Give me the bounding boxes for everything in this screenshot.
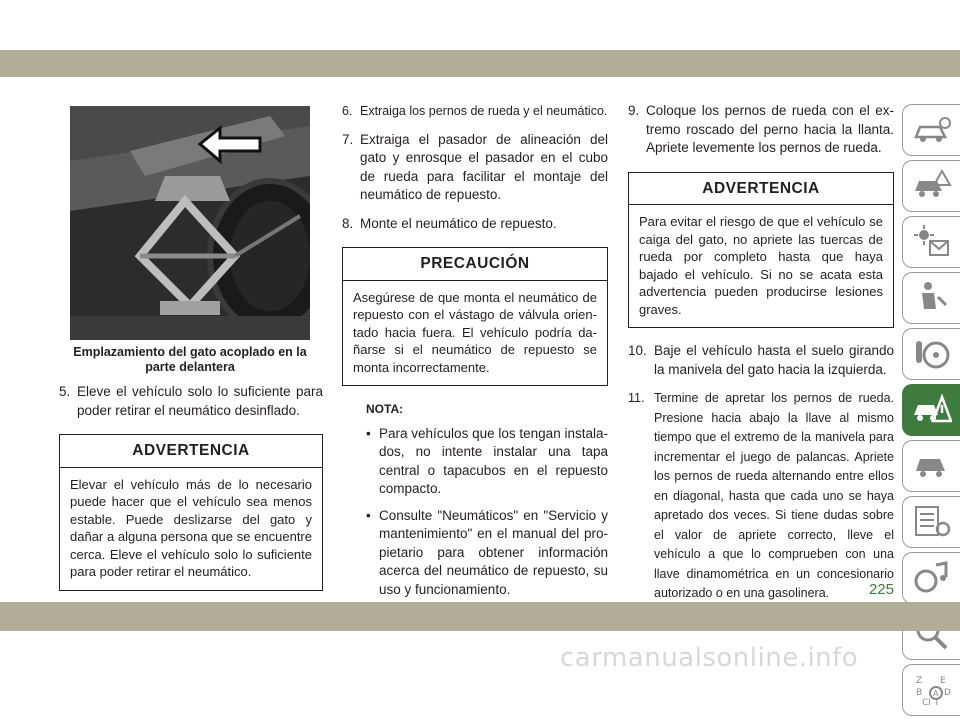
svg-text:A: A [932, 689, 938, 698]
tab-starting-operating[interactable] [902, 328, 960, 380]
tab-multimedia[interactable] [902, 552, 960, 604]
tab-dashboard-warnings[interactable] [902, 160, 960, 212]
step-text: Coloque los pernos de rueda con el extremo roscado del perno hacia la llanta. Apriete levemente los pernos de rueda. [646, 103, 894, 155]
step-number: 10. [628, 343, 647, 358]
step-text: Baje el vehículo hasta el suelo girando la manivela del gato hacia la izquierda. [654, 343, 894, 377]
step-7 [342, 131, 608, 205]
note-label: NOTA: [366, 402, 404, 416]
svg-text:I: I [927, 698, 931, 708]
bullet-text: Para vehículos que los tengan instalados, no intente instalar una tapa central o tapacubos en el repuesto compacto. [379, 425, 608, 496]
warning-body: Elevar el vehículo más de lo necesario puede hacer que el vehículo sea menos estable. Puede deslizarse del gato y dañar a alguna persona que se encuentre cerca. Eleve el vehículo solo lo suficiente para poder retirar el neumático. [70, 476, 312, 579]
climate-message-icon [912, 223, 952, 261]
dashboard-warning-icon [912, 167, 952, 205]
step-text: Extraiga los pernos de rueda y el neumático. [360, 104, 608, 118]
roadside-emergency-icon [912, 391, 952, 429]
warning-body: Para evitar el riesgo de que el vehículo se caiga del gato, no apriete las tuercas de rueda por completo hasta que haya bajado el vehículo. Si no se acata esta advertencia pueden producirse lesiones graves. [639, 214, 883, 317]
tab-index[interactable] [902, 664, 960, 716]
step-text: Termine de apretar los pernos de rueda. Presione hacia abajo la llave al mismo tiempo que el extremo de la manivela para incrementar el juego de palancas. Apriete los pernos de rueda alternando entre ellos en diagonal, hasta que cada uno se haya apretado dos veces. Si tiene dudas sobre el valor de apriete correcto, lleve el vehículo a que lo comprueben con una llave dinamométrica en un concesionario autorizado o en una gasolinera. [654, 391, 894, 600]
steering-wheel-icon [912, 335, 952, 373]
step-number: 5. [59, 384, 71, 399]
bullet-dot: • [366, 425, 371, 441]
tab-climate-messages[interactable] [902, 216, 960, 268]
warning-box [628, 172, 894, 329]
step-9 [628, 102, 894, 158]
bullet-dot: • [366, 507, 371, 523]
step-5 [59, 383, 323, 420]
step-number: 7. [342, 131, 354, 147]
tab-specifications[interactable] [902, 496, 960, 548]
warning-title: ADVERTENCIA [60, 435, 322, 468]
column-1 [59, 383, 323, 605]
note-bullet-2 [366, 507, 608, 600]
column-2 [342, 102, 608, 607]
svg-text:D: D [943, 688, 951, 698]
step-6 [342, 102, 608, 121]
step-8 [342, 215, 608, 234]
caution-body: Asegúrese de que monta el neumático de repuesto con el vástago de válvula orientado hacia fuera. El vehículo podría dañarse si el neumático de repuesto se monta incorrectamente. [353, 289, 597, 375]
page-number: 225 [868, 581, 894, 598]
svg-text:E: E [939, 676, 946, 686]
tab-car-overview[interactable] [902, 104, 960, 156]
step-text: Eleve el vehículo solo lo suficiente para poder retirar el neumático desinflado. [77, 384, 323, 418]
note-bullet-1 [366, 425, 608, 499]
step-number: 11. [628, 391, 645, 405]
step-number: 8. [342, 215, 354, 231]
language-index-icon [912, 671, 952, 709]
step-11 [628, 389, 894, 604]
caution-box [342, 247, 608, 386]
tab-in-case-of-emergency[interactable] [902, 384, 960, 436]
multimedia-icon [912, 559, 952, 597]
header-stripe [0, 50, 960, 77]
svg-text:Z: Z [915, 676, 922, 686]
watermark: carmanualsonline.info [560, 643, 859, 673]
step-number: 9. [628, 103, 640, 118]
tab-safety[interactable] [902, 272, 960, 324]
svg-text:T: T [933, 698, 939, 708]
step-text: Monte el neumático de repuesto. [360, 215, 557, 231]
step-text: Extraiga el pasador de alineación del gato y enrosque el pasador en el cubo de rueda para facilitar el montaje del neumático de repuesto. [360, 131, 608, 202]
figure-caption: Emplazamiento del gato acoplado en la parte delantera [73, 345, 307, 374]
column-3 [628, 102, 894, 614]
car-overview-icon [912, 111, 952, 149]
safety-airbag-icon [912, 279, 952, 317]
step-10 [628, 342, 894, 379]
warning-box [59, 434, 323, 591]
footer-band [0, 602, 960, 631]
header-band [0, 0, 960, 77]
tab-servicing[interactable] [902, 440, 960, 492]
jack-location-photo [70, 106, 310, 340]
step-number: 6. [342, 104, 353, 118]
specifications-list-icon [912, 503, 952, 541]
svg-text:B: B [915, 688, 922, 698]
warning-title: ADVERTENCIA [629, 173, 893, 206]
bullet-text: Consulte "Neumáticos" en "Servicio y mantenimiento" en el manual del propietario para obtener información acerca del neumático de repuesto, su uso y funcionamiento. [379, 507, 608, 597]
svg-text:C: C [921, 698, 928, 708]
caution-title: PRECAUCIÓN [343, 248, 607, 281]
car-service-icon [912, 447, 952, 485]
